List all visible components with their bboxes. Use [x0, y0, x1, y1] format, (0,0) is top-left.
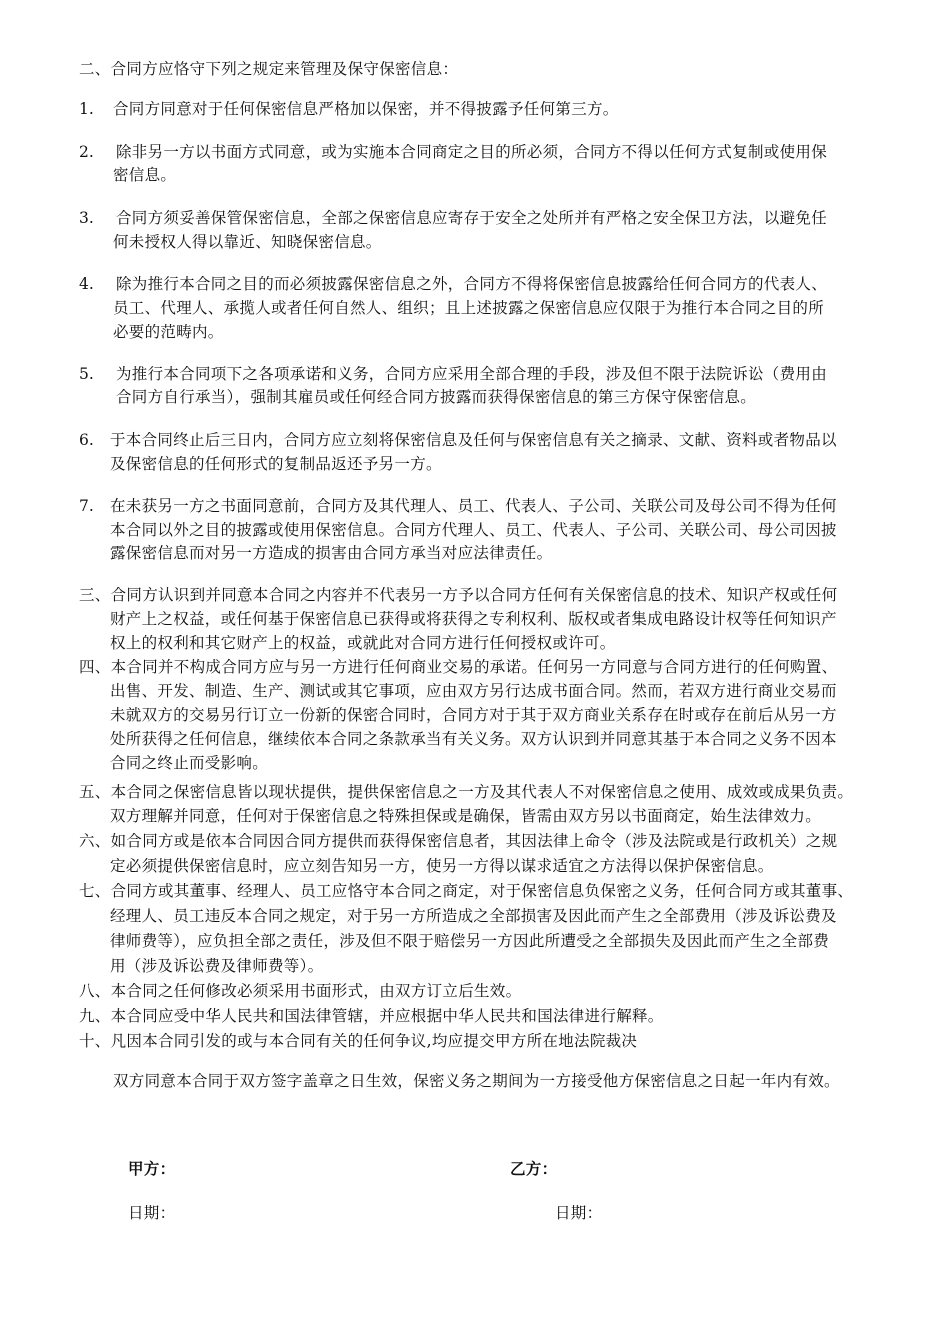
item-2-line-1: 除非另一方以书面方式同意，或为实施本合同商定之目的所必须，合同方不得以任何方式复制或使用保: [116, 143, 828, 161]
item-2-line-2: 密信息。: [113, 166, 177, 184]
party-a-label: 甲方：: [128, 1159, 176, 1178]
clause-7-line-2: 经理人、员工违反本合同之规定，对于另一方所造成之全部损害及因此而产生之全部费用（涉及诉讼费及: [110, 907, 837, 925]
clause-4-line-5: 合同之终止而受影响。: [110, 754, 269, 772]
clause-5-line-1: 五、本合同之保密信息皆以现状提供，提供保密信息之一方及其代表人不对保密信息之使用、成效或成果负责。: [79, 783, 854, 801]
item-5-number: 5.: [79, 365, 94, 383]
item-7-number: 7.: [79, 497, 94, 515]
item-6-number: 6.: [79, 431, 94, 449]
section-2-heading: 二、合同方应恪守下列之规定来管理及保守保密信息：: [79, 60, 459, 78]
clause-7-line-4: 用（涉及诉讼费及律师费等）。: [110, 957, 324, 975]
item-2-number: 2.: [79, 143, 94, 161]
clause-7-line-3: 律师费等），应负担全部之责任，涉及但不限于赔偿另一方因此所遭受之全部损失及因此而产生之全部费: [110, 932, 830, 950]
item-4-number: 4.: [79, 275, 94, 293]
item-7-line-1: 在未获另一方之书面同意前，合同方及其代理人、员工、代表人、子公司、关联公司及母公司不得为任何: [110, 497, 837, 515]
clause-10-line-1: 十、凡因本合同引发的或与本合同有关的任何争议,均应提交甲方所在地法院裁决: [79, 1032, 638, 1050]
item-1-number: 1.: [79, 100, 94, 118]
clause-4-line-4: 处所获得之任何信息，继续依本合同之条款承当有关义务。双方认识到并同意其基于本合同之义务不因本: [110, 730, 837, 748]
item-1-line-1: 合同方同意对于任何保密信息严格加以保密，并不得披露予任何第三方。: [113, 100, 619, 118]
item-6-line-2: 及保密信息的任何形式的复制品返还予另一方。: [110, 455, 442, 473]
clause-4-line-3: 未就双方的交易另行订立一份新的保密合同时，合同方对于其于双方商业关系存在时或存在前后从另一方: [110, 706, 837, 724]
clause-3-line-1: 三、合同方认识到并同意本合同之内容并不代表另一方予以合同方任何有关保密信息的技术、知识产权或任何: [79, 586, 838, 604]
clause-3-line-2: 财产上之权益，或任何基于保密信息已获得或将获得之专利权利、版权或者集成电路设计权等任何知识产: [110, 610, 837, 628]
item-5-line-1: 为推行本合同项下之各项承诺和义务，合同方应采用全部合理的手段，涉及但不限于法院诉讼（费用由: [116, 365, 828, 383]
effective-statement: 双方同意本合同于双方签字盖章之日生效，保密义务之期间为一方接受他方保密信息之日起一年内有效。: [113, 1072, 840, 1090]
clause-6-line-2: 定必须提供保密信息时，应立刻告知另一方，使另一方得以谋求适宜之方法得以保护保密信息。: [110, 857, 774, 875]
clause-5-line-2: 双方理解并同意，任何对于保密信息之特殊担保或是确保，皆需由双方另以书面商定，始生法律效力。: [110, 807, 822, 825]
item-7-line-3: 露保密信息而对另一方造成的损害由合同方承当对应法律责任。: [110, 544, 553, 562]
date-a-label: 日期：: [128, 1204, 176, 1222]
item-4-line-2: 员工、代理人、承揽人或者任何自然人、组织；且上述披露之保密信息应仅限于为推行本合同之目的所: [113, 299, 825, 317]
item-3-line-1: 合同方须妥善保管保密信息，全部之保密信息应寄存于安全之处所并有严格之安全保卫方法，以避免任: [116, 209, 828, 227]
item-5-line-2: 合同方自行承当），强制其雇员或任何经合同方披露而获得保密信息的第三方保守保密信息。: [116, 388, 757, 406]
clause-4-line-1: 四、本合同并不构成合同方应与另一方进行任何商业交易的承诺。任何另一方同意与合同方进行的任何购置、: [79, 658, 838, 676]
clause-7-line-1: 七、合同方或其董事、经理人、员工应恪守本合同之商定，对于保密信息负保密之义务，任何合同方或其董事、: [79, 882, 854, 900]
item-3-line-2: 何未授权人得以靠近、知晓保密信息。: [113, 233, 382, 251]
item-7-line-2: 本合同以外之目的披露或使用保密信息。合同方代理人、员工、代表人、子公司、关联公司、母公司因披: [110, 521, 837, 539]
clause-3-line-3: 权上的权利和其它财产上的权益，或就此对合同方进行任何授权或许可。: [110, 634, 616, 652]
item-3-number: 3.: [79, 209, 94, 227]
clause-4-line-2: 出售、开发、制造、生产、测试或其它事项，应由双方另行达成书面合同。然而，若双方进行商业交易而: [110, 682, 837, 700]
clause-9-line-1: 九、本合同应受中华人民共和国法律管辖，并应根据中华人民共和国法律进行解释。: [79, 1007, 664, 1025]
clause-6-line-1: 六、如合同方或是依本合同因合同方提供而获得保密信息者，其因法律上命令（涉及法院或是行政机关）之规: [79, 832, 838, 850]
clause-8-line-1: 八、本合同之任何修改必须采用书面形式，由双方订立后生效。: [79, 982, 522, 1000]
item-6-line-1: 于本合同终止后三日内，合同方应立刻将保密信息及任何与保密信息有关之摘录、文献、资料或者物品以: [110, 431, 837, 449]
date-b-label: 日期：: [555, 1204, 603, 1222]
item-4-line-1: 除为推行本合同之目的而必须披露保密信息之外，合同方不得将保密信息披露给任何合同方的代表人、: [116, 275, 828, 293]
party-b-label: 乙方：: [510, 1159, 558, 1178]
item-4-line-3: 必要的范畴内。: [113, 323, 224, 341]
